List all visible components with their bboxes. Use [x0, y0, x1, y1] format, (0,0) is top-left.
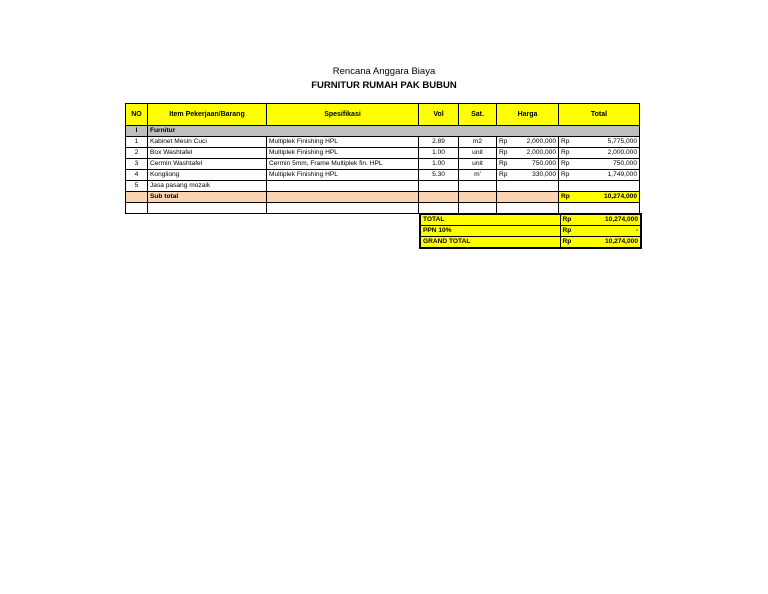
summary-amount	[560, 214, 641, 226]
row-no: 5	[126, 181, 148, 192]
row-item: Kabinet Mesin Cuci	[148, 137, 267, 148]
summary-label: GRAND TOTAL	[420, 237, 560, 249]
subtotal-total	[559, 192, 640, 203]
empty-row	[126, 203, 640, 214]
row-harga-currency: Rp	[499, 171, 508, 178]
row-sat: unit	[459, 159, 497, 170]
row-item: Kongliong	[148, 170, 267, 181]
subtotal-blank	[267, 192, 419, 203]
row-sat: m2	[459, 137, 497, 148]
row-total	[559, 181, 640, 192]
budget-table	[125, 103, 640, 214]
row-sat	[459, 181, 497, 192]
summary-currency: Rp	[562, 227, 572, 234]
table-row	[126, 181, 640, 192]
subtotal-blank	[459, 192, 497, 203]
table-row	[126, 159, 640, 170]
header-harga: Harga	[497, 104, 559, 126]
summary-table	[419, 213, 642, 249]
subtotal-blank	[419, 192, 459, 203]
row-no: 4	[126, 170, 148, 181]
section-no: I	[126, 126, 148, 137]
row-spec: Multiplek Finishing HPL	[267, 170, 419, 181]
subtotal-label: Sub total	[148, 192, 267, 203]
row-no: 3	[126, 159, 148, 170]
summary-row-ppn	[420, 226, 641, 237]
summary-currency: Rp	[562, 238, 572, 245]
subtotal-blank	[497, 192, 559, 203]
summary-row-grand-total	[420, 237, 641, 249]
header-vol: Vol	[419, 104, 459, 126]
summary-row-total	[420, 214, 641, 226]
row-total-value: 1,749,000	[607, 171, 637, 178]
row-harga-currency: Rp	[499, 149, 508, 156]
row-spec	[267, 181, 419, 192]
row-total	[559, 170, 640, 181]
row-total-currency: Rp	[561, 160, 570, 167]
row-total	[559, 159, 640, 170]
row-harga-currency: Rp	[499, 160, 508, 167]
row-harga	[497, 170, 559, 181]
row-spec: Multiplek Finishing HPL	[267, 137, 419, 148]
row-harga-value: 2,000,000	[526, 138, 556, 145]
row-harga	[497, 137, 559, 148]
row-total-value: 750,000	[613, 160, 637, 167]
summary-value: -	[635, 227, 638, 234]
row-no: 1	[126, 137, 148, 148]
subtotal-blank	[126, 192, 148, 203]
row-item: Box Washtafel	[148, 148, 267, 159]
row-harga	[497, 148, 559, 159]
row-total-currency: Rp	[561, 138, 570, 145]
row-total-value: 2,000,000	[607, 149, 637, 156]
row-total-value: 5,775,000	[607, 138, 637, 145]
table-row	[126, 137, 640, 148]
row-sat: unit	[459, 148, 497, 159]
section-row	[126, 126, 640, 137]
subtotal-row	[126, 192, 640, 203]
summary-amount	[560, 237, 641, 249]
row-total-currency: Rp	[561, 171, 570, 178]
row-sat: m'	[459, 170, 497, 181]
summary-value: 10,274,000	[604, 216, 638, 223]
row-harga-value: 330,000	[532, 171, 556, 178]
header-spec: Spesifikasi	[267, 104, 419, 126]
row-harga-currency: Rp	[499, 138, 508, 145]
row-total	[559, 137, 640, 148]
row-vol: 5.30	[419, 170, 459, 181]
summary-label: TOTAL	[420, 214, 560, 226]
row-vol: 1.00	[419, 159, 459, 170]
row-no: 2	[126, 148, 148, 159]
document-subtitle: FURNITUR RUMAH PAK BUBUN	[311, 80, 457, 91]
header-sat: Sat.	[459, 104, 497, 126]
table-row	[126, 170, 640, 181]
header-item: Item Pekerjaan/Barang	[148, 104, 267, 126]
summary-value: 10,274,000	[604, 238, 638, 245]
summary-label: PPN 10%	[420, 226, 560, 237]
summary-amount	[560, 226, 641, 237]
row-spec: Cermin 5mm, Frame Multiplek fin. HPL	[267, 159, 419, 170]
row-vol	[419, 181, 459, 192]
row-total	[559, 148, 640, 159]
table-row	[126, 148, 640, 159]
row-item: Cermin Washtafel	[148, 159, 267, 170]
row-harga-value: 2,000,000	[526, 149, 556, 156]
summary-currency: Rp	[562, 216, 572, 223]
row-total-currency: Rp	[561, 149, 570, 156]
table-header-row	[126, 104, 640, 126]
header-total: Total	[559, 104, 640, 126]
section-label: Furnitur	[148, 126, 640, 137]
document-title: Rencana Anggara Biaya	[332, 66, 436, 77]
row-vol: 1.00	[419, 148, 459, 159]
row-item: Jasa pasang mozaik	[148, 181, 267, 192]
row-harga-value: 750,000	[532, 160, 556, 167]
row-vol: 2.89	[419, 137, 459, 148]
header-no: NO	[126, 104, 148, 126]
subtotal-currency: Rp	[561, 193, 570, 200]
row-harga	[497, 159, 559, 170]
subtotal-value: 10,274,000	[603, 193, 637, 200]
row-harga	[497, 181, 559, 192]
row-spec: Multiplek Finishing HPL	[267, 148, 419, 159]
